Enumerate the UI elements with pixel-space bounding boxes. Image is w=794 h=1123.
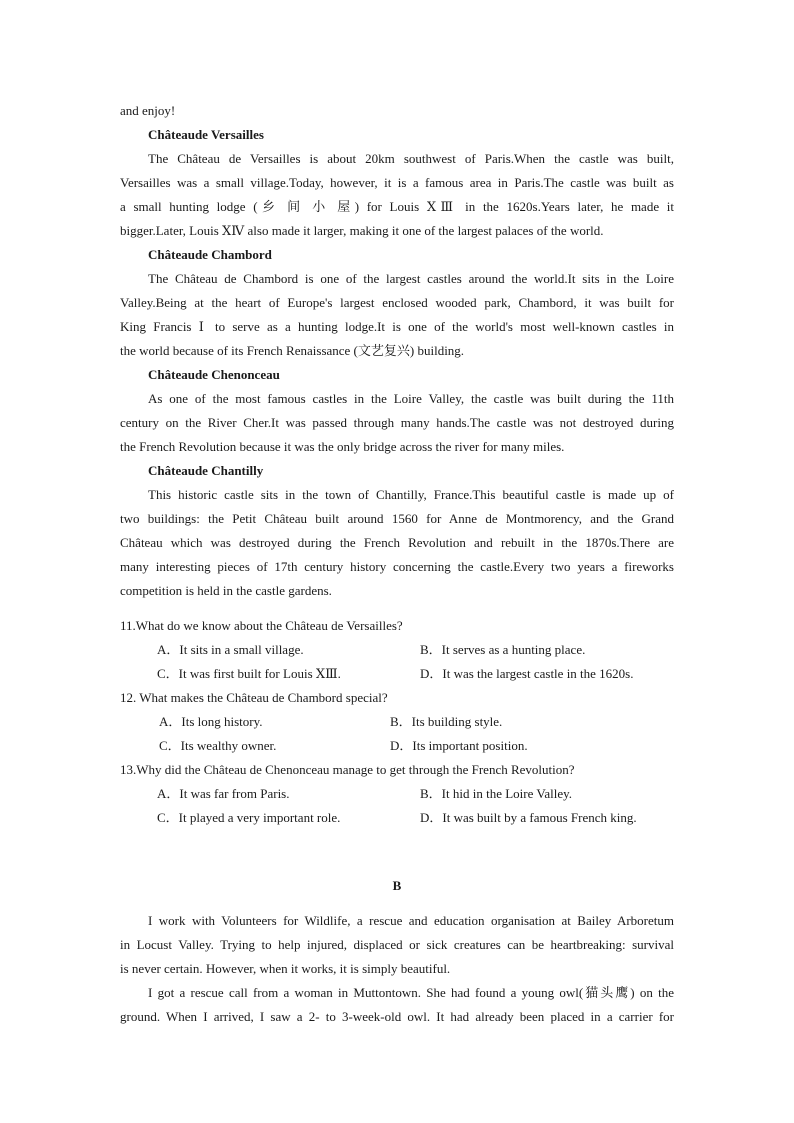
paragraph-line: many interesting pieces of 17th century history concerning the castle.Every two years a fireworks bbox=[120, 559, 674, 574]
question-stem: 13.Why did the Château de Chenonceau manage to get through the French Revolution? bbox=[120, 762, 575, 777]
paragraph-line: I got a rescue call from a woman in Muttontown. She had found a young owl(猫头鹰) on the bbox=[148, 985, 674, 1000]
paragraph-line: Château which was destroyed during the French Revolution and rebuilt in the 1870s.There are bbox=[120, 535, 674, 550]
paragraph-line: the world because of its French Renaissance (文艺复兴) building. bbox=[120, 343, 465, 358]
heading-chenonceau: Châteaude Chenonceau bbox=[148, 367, 280, 382]
paragraph-line: Versailles was a small village.Today, however, it is a famous area in Paris.The castle was built as bbox=[120, 175, 674, 190]
paragraph-line: The Château de Versailles is about 20km southwest of Paris.When the castle was built, bbox=[148, 151, 674, 166]
option-c: C．Its wealthy owner. bbox=[159, 738, 277, 753]
paragraph-line: competition is held in the castle gardens. bbox=[120, 583, 332, 598]
option-c: C．It was first built for Louis ⅩⅢ. bbox=[157, 666, 341, 681]
option-a: A．It sits in a small village. bbox=[157, 642, 304, 657]
paragraph-line: the French Revolution because it was the only bridge across the river for many miles. bbox=[120, 439, 565, 454]
question-stem: 11.What do we know about the Château de Versailles? bbox=[120, 618, 403, 633]
paragraph-line: The Château de Chambord is one of the largest castles around the world.It sits in the Loire bbox=[148, 271, 674, 286]
option-d: D．It was the largest castle in the 1620s. bbox=[420, 666, 634, 681]
intro-tail: and enjoy! bbox=[120, 103, 176, 118]
paragraph-line: bigger.Later, Louis ⅩⅣ also made it larger, making it one of the largest palaces of the world. bbox=[120, 223, 604, 238]
question-stem: 12. What makes the Château de Chambord special? bbox=[120, 690, 388, 705]
option-d: D．It was built by a famous French king. bbox=[420, 810, 637, 825]
paragraph-line: King Francis Ⅰ to serve as a hunting lodge.It is one of the world's most well-known castles in bbox=[120, 319, 674, 334]
section-label-b: B bbox=[392, 878, 402, 893]
heading-chantilly: Châteaude Chantilly bbox=[148, 463, 264, 478]
paragraph-line: is never certain. However, when it works, it is simply beautiful. bbox=[120, 961, 451, 976]
paragraph-line: Valley.Being at the heart of Europe's largest enclosed wooded park, Chambord, it was built for bbox=[120, 295, 674, 310]
paragraph-line: As one of the most famous castles in the Loire Valley, the castle was built during the 11th bbox=[148, 391, 674, 406]
heading-versailles: Châteaude Versailles bbox=[148, 127, 264, 142]
option-a: A．Its long history. bbox=[159, 714, 263, 729]
option-c: C．It played a very important role. bbox=[157, 810, 341, 825]
paragraph-line: two buildings: the Petit Château built around 1560 for Anne de Montmorency, and the Grand bbox=[120, 511, 674, 526]
option-b: B．It hid in the Loire Valley. bbox=[420, 786, 573, 801]
option-d: D．Its important position. bbox=[390, 738, 528, 753]
paragraph-line: century on the River Cher.It was passed through many hands.The castle was not destroyed during bbox=[120, 415, 674, 430]
option-b: B．It serves as a hunting place. bbox=[420, 642, 586, 657]
paragraph-line: in Locust Valley. Trying to help injured, displaced or sick creatures can be heartbreaking: survival bbox=[120, 937, 674, 952]
paragraph-line: This historic castle sits in the town of Chantilly, France.This beautiful castle is made up of bbox=[148, 487, 674, 502]
paragraph-line: I work with Volunteers for Wildlife, a rescue and education organisation at Bailey Arboretum bbox=[148, 913, 674, 928]
option-a: A．It was far from Paris. bbox=[157, 786, 290, 801]
option-b: B．Its building style. bbox=[390, 714, 503, 729]
heading-chambord: Châteaude Chambord bbox=[148, 247, 272, 262]
paragraph-line: ground. When I arrived, I saw a 2- to 3-week-old owl. It had already been placed in a carrier for bbox=[120, 1009, 674, 1024]
paragraph-line: a small hunting lodge (乡 间 小 屋) for Louis ⅩⅢ in the 1620s.Years later, he made it bbox=[120, 199, 674, 214]
